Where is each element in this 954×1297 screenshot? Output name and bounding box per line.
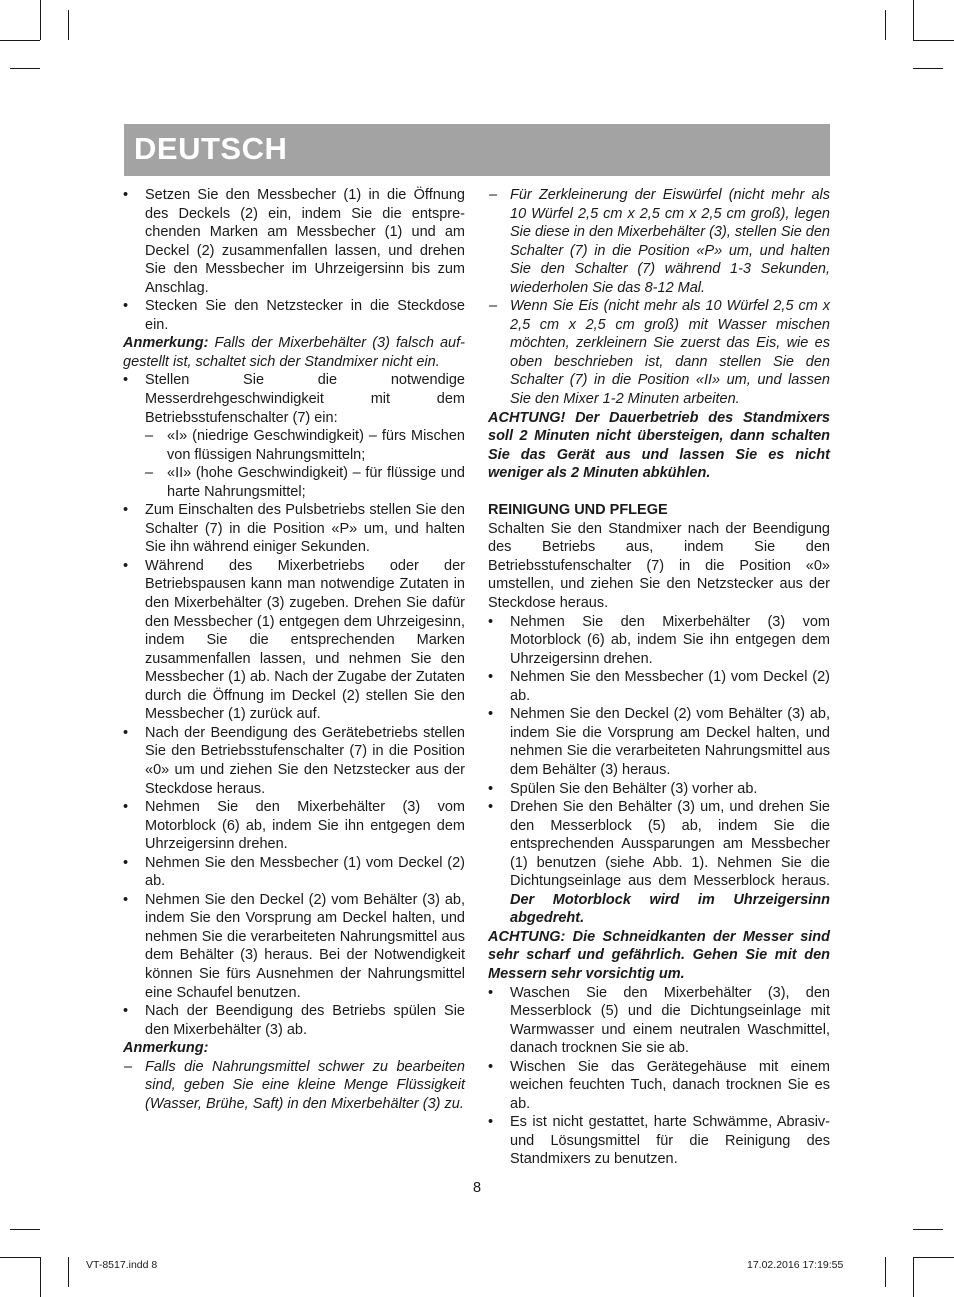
list-item-text: Zum Einschalten des Pulsbetriebs stellen Sie den Schalter (7) in die Position «P» um, und halten Sie ihn während einiger Sekunden. xyxy=(145,502,465,556)
list-item-text: Für Zerkleinerung der Eiswürfel (nicht mehr als 10 Würfel 2,5 cm x 2,5 cm x 2,5 cm groß), legen Sie diese in den Mixerbehälter (3), stellen Sie den Schalter (7) in die Position «P» um, und halten Sie den Schalter (7) während 1-3 Sekunden, wiederholen Sie das 8-12 Mal. xyxy=(510,187,830,296)
bullet-marker: • xyxy=(488,799,494,816)
language-title: DEUTSCH xyxy=(134,131,288,166)
sub-list-item xyxy=(145,464,465,501)
list-item-text: Nach der Beendigung des Gerätebetriebs stellen Sie den Betriebsstufenschalter (7) in die Position «0» um und ziehen Sie den Netzstecker aus der Steckdose heraus. xyxy=(145,724,465,797)
list-item xyxy=(123,1058,465,1114)
list-item xyxy=(488,613,830,669)
list-item xyxy=(123,1002,465,1039)
list-item-text: Setzen Sie den Messbecher (1) in die Öffnung des Deckels (2) ein, indem Sie die entsprechenden Marken am Messbecher (1) und am Deckel (2) zusammenfallen lassen, und drehen Sie den Messbecher im Uhrzeigersinn bis zum Anschlag. xyxy=(145,187,465,296)
crop-mark xyxy=(0,1257,40,1258)
list-item xyxy=(488,780,830,799)
crop-mark xyxy=(913,1229,943,1230)
list-item-text: Es ist nicht gestattet, harte Schwämme, Abrasiv- und Lösungsmittel für die Reinigung des Standmixers zu benutzen. xyxy=(510,1114,830,1168)
bullet-marker: • xyxy=(488,1114,494,1131)
list-item xyxy=(488,984,830,1058)
list-item-text: Falls die Nahrungsmittel schwer zu bearbeiten sind, geben Sie eine kleine Menge Flüssigkeit (Wasser, Brühe, Saft) in den Mixerbehälter (3) zu. xyxy=(145,1058,465,1112)
list-item xyxy=(488,668,830,705)
bullet-marker: • xyxy=(123,502,129,519)
crop-mark xyxy=(913,1257,914,1297)
note-label: Anmerkung: xyxy=(123,335,209,352)
list-item-text: «II» (hohe Geschwindigkeit) – für flüssige und harte Nahrungsmittel; xyxy=(167,465,465,500)
note-label: Anmerkung: xyxy=(123,1040,209,1057)
dash-marker: – xyxy=(124,1058,133,1075)
bullet-marker: • xyxy=(488,613,494,630)
footer-datetime: 17.02.2016 17:19:55 xyxy=(747,1259,844,1271)
crop-mark xyxy=(0,40,40,41)
bullet-marker: • xyxy=(488,984,494,1001)
section-heading: REINIGUNG UND PFLEGE xyxy=(488,502,668,519)
list-item xyxy=(488,186,830,297)
sub-list-item xyxy=(145,427,465,464)
list-item-text: Wenn Sie Eis (nicht mehr als 10 Würfel 2,5 cm x 2,5 cm x 2,5 cm groß) mit Wasser mischen möchten, zerkleinern Sie zuerst das Eis, wie es oben beschrieben ist, dann stellen Sie den Schalter (7) in die Position «II» um, und lassen Sie den Mixer 1-2 Minuten arbeiten. xyxy=(510,298,830,408)
list-item xyxy=(123,724,465,798)
crop-mark xyxy=(40,1257,41,1297)
dash-marker: – xyxy=(145,428,154,445)
bullet-marker: • xyxy=(123,854,129,871)
spacer xyxy=(488,483,830,502)
list-item-text: Stellen Sie die notwendige Messerdrehgeschwindigkeit mit dem Betriebsstufenschalter (7) ein: xyxy=(145,372,465,426)
bullet-marker: • xyxy=(123,298,129,315)
list-item xyxy=(123,798,465,854)
note-paragraph xyxy=(123,334,465,371)
list-item xyxy=(123,557,465,724)
bullet-marker: • xyxy=(123,557,129,574)
list-item xyxy=(123,297,465,334)
dash-marker: – xyxy=(489,187,498,203)
bullet-marker: • xyxy=(123,372,129,389)
crop-mark xyxy=(913,0,914,40)
crop-mark xyxy=(913,1257,954,1258)
bullet-marker: • xyxy=(488,706,494,723)
crop-mark xyxy=(885,1257,886,1287)
page-number: 8 xyxy=(472,1180,482,1196)
bullet-marker: • xyxy=(488,1058,494,1075)
list-item-text: Wischen Sie das Gerätegehäuse mit einem weichen feuchten Tuch, danach trocknen Sie es ab. xyxy=(510,1058,830,1112)
list-item xyxy=(123,371,465,427)
list-item-text: Nehmen Sie den Mixerbehälter (3) vom Motorblock (6) ab, indem Sie ihn entgegen dem Uhrzeigersinn drehen. xyxy=(510,613,830,667)
bullet-marker: • xyxy=(488,780,494,797)
list-item xyxy=(488,1113,830,1169)
list-item-emphasis: Der Motorblock wird im Uhrzeigersinn abgedreht. xyxy=(510,891,830,927)
bullet-marker: • xyxy=(123,891,129,908)
list-item-text: Spülen Sie den Behälter (3) vorher ab. xyxy=(510,780,758,797)
crop-mark xyxy=(10,68,40,69)
list-item-text: Waschen Sie den Mixerbehälter (3), den Messerblock (5) und die Dichtungseinlage mit Warmwasser und einem neutralen Waschmittel, danach trocknen Sie sie ab. xyxy=(510,984,830,1057)
list-item-text: Nehmen Sie den Deckel (2) vom Behälter (3) ab, indem Sie den Vorsprung am Deckel halten, und nehmen Sie die verarbeiteten Nahrungsmittel aus dem Behälter (3) heraus. Bei der Notwendigkeit können Sie fürs Ausnehmen der Nahrungsmittel eine Schaufel benutzen. xyxy=(145,891,465,1001)
warning-paragraph: ACHTUNG: Die Schneidkanten der Messer sind sehr scharf und gefährlich. Gehen Sie mit den Messern sehr vorsichtig um. xyxy=(488,928,830,982)
list-item xyxy=(488,297,830,408)
right-column xyxy=(488,186,830,1169)
list-item xyxy=(123,891,465,1002)
bullet-marker: • xyxy=(123,724,129,741)
language-header-bar xyxy=(124,124,830,176)
footer-file-label: VT-8517.indd 8 xyxy=(86,1259,158,1271)
dash-marker: – xyxy=(489,298,498,315)
list-item xyxy=(488,705,830,779)
crop-mark xyxy=(885,10,886,40)
list-item-text: Nach der Beendigung des Betriebs spülen Sie den Mixerbehälter (3) ab. xyxy=(145,1003,465,1038)
dash-marker: – xyxy=(145,465,154,482)
bullet-marker: • xyxy=(123,1003,129,1020)
list-item-text: Nehmen Sie den Mixerbehälter (3) vom Motorblock (6) ab, indem Sie ihn entgegen dem Uhrzeigersinn drehen. xyxy=(145,799,465,853)
list-item-text: Nehmen Sie den Messbecher (1) vom Deckel (2) ab. xyxy=(145,854,465,890)
crop-mark xyxy=(913,68,943,69)
list-item-text: Stecken Sie den Netzstecker in die Steckdose ein. xyxy=(145,298,465,333)
list-item-text: Während des Mixerbetriebs oder der Betriebspausen kann man notwendige Zutaten in den Mixerbehälter (3) zugeben. Drehen Sie dafür den Messbecher (1) entgegen dem Uhrzeigesinn, indem Sie die entsprechenden Marken zusammenfallen lassen, und nehmen Sie den Messbecher (1) ab. Nach der Zugabe der Zutaten durch die Öffnung im Deckel (2) stellen Sie den Messbecher (1) zurück auf. xyxy=(145,557,465,723)
bullet-marker: • xyxy=(488,669,494,686)
intro-paragraph: Schalten Sie den Standmixer nach der Beendigung des Betriebs aus, indem Sie den Betriebsstufenschalter (7) in die Position «0» umstellen, und ziehen Sie den Netzstecker aus der Steckdose heraus. xyxy=(488,520,830,612)
list-item-text: «I» (niedrige Geschwindigkeit) – fürs Mischen von flüssigen Nahrungsmitteln; xyxy=(167,428,465,463)
crop-mark xyxy=(40,0,41,40)
list-item xyxy=(488,1058,830,1114)
crop-mark xyxy=(10,1229,40,1230)
warning-paragraph: ACHTUNG! Der Dauerbetrieb des Standmixers soll 2 Minuten nicht übersteigen, dann schalten Sie das Gerät aus und lassen Sie es nicht weniger als 2 Minuten abkühlen. xyxy=(488,409,830,482)
list-item xyxy=(123,501,465,557)
crop-mark xyxy=(68,1257,69,1287)
list-item-text: Nehmen Sie den Deckel (2) vom Behälter (3) ab, indem Sie die Vorsprung am Deckel halten, und nehmen Sie die verarbeiteten Nahrungsmittel aus dem Behälter (3) heraus. xyxy=(510,706,830,778)
list-item-text: Nehmen Sie den Messbecher (1) vom Deckel (2) ab. xyxy=(510,669,830,704)
bullet-marker: • xyxy=(123,187,129,203)
note-text: Falls der Mixerbehälter (3) falsch aufgestellt ist, schaltet sich der Standmixer nicht ein. xyxy=(123,335,465,370)
crop-mark xyxy=(68,10,69,40)
list-item xyxy=(488,798,830,928)
left-column xyxy=(123,186,465,1113)
bullet-marker: • xyxy=(123,799,129,816)
list-item xyxy=(123,186,465,297)
list-item xyxy=(123,854,465,891)
list-item-text: Drehen Sie den Behälter (3) um, und drehen Sie den Messerblock (5) ab, indem Sie die entsprechenden Aussparungen am Messbecher (1) benutzen (siehe Abb. 1). Nehmen Sie die Dichtungseinlage aus dem Messerblock heraus. xyxy=(510,799,830,890)
crop-mark xyxy=(913,40,954,41)
